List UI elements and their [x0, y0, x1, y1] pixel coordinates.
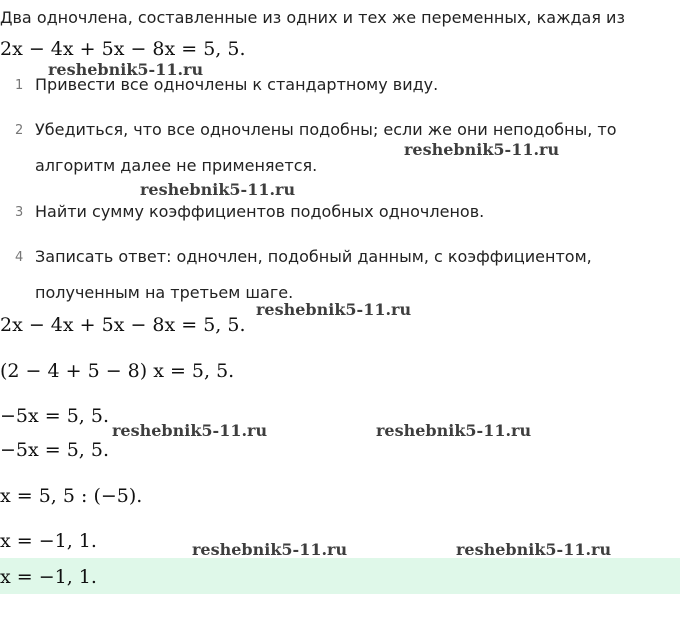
- solution-line-1: 2x − 4x + 5x − 8x = 5, 5.: [0, 314, 246, 336]
- watermark: reshebnik5-11.ru: [192, 540, 348, 559]
- intro-text: Два одночлена, составленные из одних и тех же переменных, каждая из: [0, 8, 625, 27]
- step-4-text-cont: полученным на третьем шаге.: [35, 283, 294, 302]
- answer-box: [0, 558, 680, 594]
- step-1-text: Привести все одночлены к стандартному виду.: [35, 75, 439, 94]
- watermark: reshebnik5-11.ru: [456, 540, 612, 559]
- step-3-number: 3: [15, 205, 24, 220]
- step-3-text: Найти сумму коэффициентов подобных одночленов.: [35, 202, 485, 221]
- step-2-text: Убедиться, что все одночлены подобны; если же они неподобны, то: [35, 120, 617, 139]
- watermark: reshebnik5-11.ru: [140, 180, 296, 199]
- watermark: reshebnik5-11.ru: [376, 421, 532, 440]
- solution-line-4: −5x = 5, 5.: [0, 439, 110, 461]
- step-4-number: 4: [15, 250, 24, 265]
- step-1-number: 1: [15, 78, 24, 93]
- step-2-text-cont: алгоритм далее не применяется.: [35, 156, 318, 175]
- solution-line-3: −5x = 5, 5.: [0, 405, 110, 427]
- answer-text: x = −1, 1.: [0, 566, 97, 588]
- solution-line-6: x = −1, 1.: [0, 530, 97, 552]
- watermark: reshebnik5-11.ru: [48, 60, 204, 79]
- step-2-number: 2: [15, 123, 24, 138]
- step-4-text: Записать ответ: одночлен, подобный данным, с коэффициентом,: [35, 247, 592, 266]
- equation-top: 2x − 4x + 5x − 8x = 5, 5.: [0, 38, 246, 60]
- solution-line-5: x = 5, 5 : (−5).: [0, 485, 143, 507]
- solution-line-2: (2 − 4 + 5 − 8) x = 5, 5.: [0, 360, 235, 382]
- watermark: reshebnik5-11.ru: [404, 140, 560, 159]
- watermark: reshebnik5-11.ru: [112, 421, 268, 440]
- watermark: reshebnik5-11.ru: [256, 300, 412, 319]
